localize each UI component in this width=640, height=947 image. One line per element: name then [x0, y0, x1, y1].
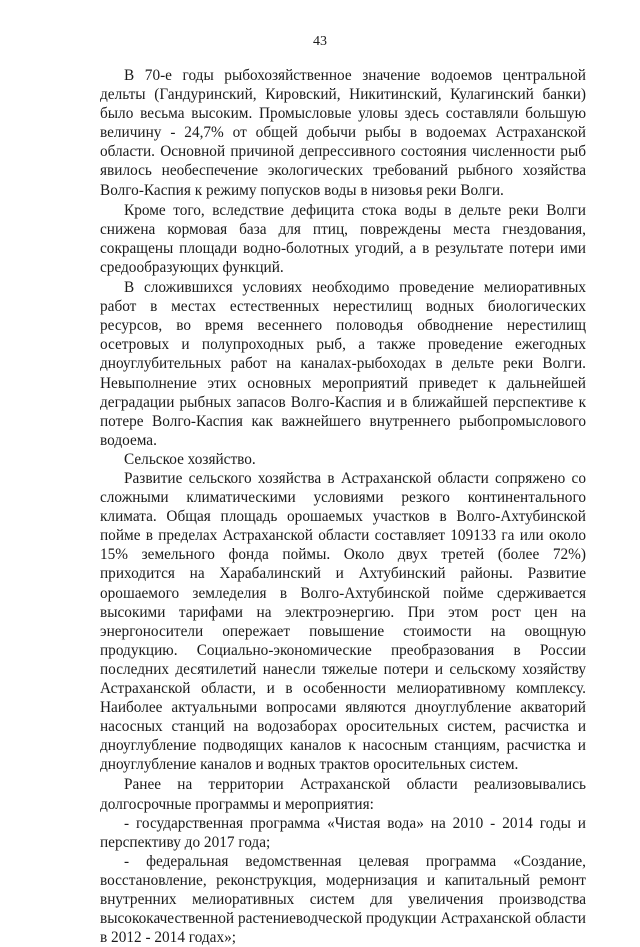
- list-item-clean-water: - государственная программа «Чистая вода» на 2010 - 2014 годы и перспективу до 2017 года;: [100, 814, 586, 851]
- page-number: 43: [313, 34, 327, 49]
- paragraph-reclamation-needs: В сложившихся условиях необходимо проведение мелиоративных работ в местах естественных нерестилищ водных биологических ресурсов, во время весеннего половодья обводнение нерестилищ осетровых и полупроходных рыб, а также проведение ежегодных дноуглубительных работ на каналах-рыбоходах в дельте реки Волги. Невыполнение этих основных мероприятий приведет к дальнейшей деградации рыбных запасов Волго-Каспия и в ближайшей перспективе к потере Волго-Каспия как важнейшего внутреннего рыбопромыслового водоема.: [100, 279, 586, 449]
- paragraph-bird-habitat: Кроме того, вследствие дефицита стока воды в дельте реки Волги снижена кормовая база для птиц, повреждены места гнездования, сокращены площади водно-болотных угодий, а в результате потери ими средообразующих функций.: [100, 201, 586, 276]
- paragraph-fishery-value: В 70-е годы рыбохозяйственное значение водоемов центральной дельты (Гандуринский, Кировский, Никитинский, Кулагинский банки) было весьма высоким. Промысловые уловы здесь составляли большую величину - 24,7% от общей добычи рыбы в водоемах Астраханской области. Основной причиной депрессивного состояния численности рыб явилось необеспечение экологических требований рыбного хозяйства Волго-Каспия к режиму попусков воды в низовья реки Волги.: [100, 67, 586, 199]
- section-heading-agriculture: Сельское хозяйство.: [124, 450, 256, 468]
- document-body: [100, 66, 586, 947]
- paragraph-agriculture: Развитие сельского хозяйства в Астраханской области сопряжено со сложными климатическими условиями резкого континентального климата. Общая площадь орошаемых участков в Волго-Ахтубинской пойме в пределах Астраханской области составляет 109133 га или около 15% земельного фонда поймы. Около двух третей (более 72%) приходится на Харабалинский и Ахтубинский районы. Развитие орошаемого земледелия в Волго-Ахтубинской пойме сдерживается высокими тарифами на электроэнергию. При этом рост цен на энергоносители опережает повышение стоимости на овощную продукцию. Социально-экономические преобразования в России последних десятилетий нанесли тяжелые потери и сельскому хозяйству Астраханской области, и в особенности мелиоративному комплексу. Наиболее актуальными вопросами являются дноуглубление акваторий насосных станций на водозаборах оросительных систем, расчистка и дноуглубление подводящих каналов к насосным станциям, расчистка и дноуглубление каналов и водных трактов оросительных систем.: [100, 469, 586, 774]
- list-item-federal-program: - федеральная ведомственная целевая программа «Создание, восстановление, реконструкция, модернизация и капитальный ремонт внутренних мелиоративных систем для увеличения производства высококачественной растениеводческой продукции Астраханской области в 2012 - 2014 годах»;: [100, 852, 586, 947]
- paragraph-programs-intro: Ранее на территории Астраханской области реализовывались долгосрочные программы и мероприятия:: [100, 776, 586, 813]
